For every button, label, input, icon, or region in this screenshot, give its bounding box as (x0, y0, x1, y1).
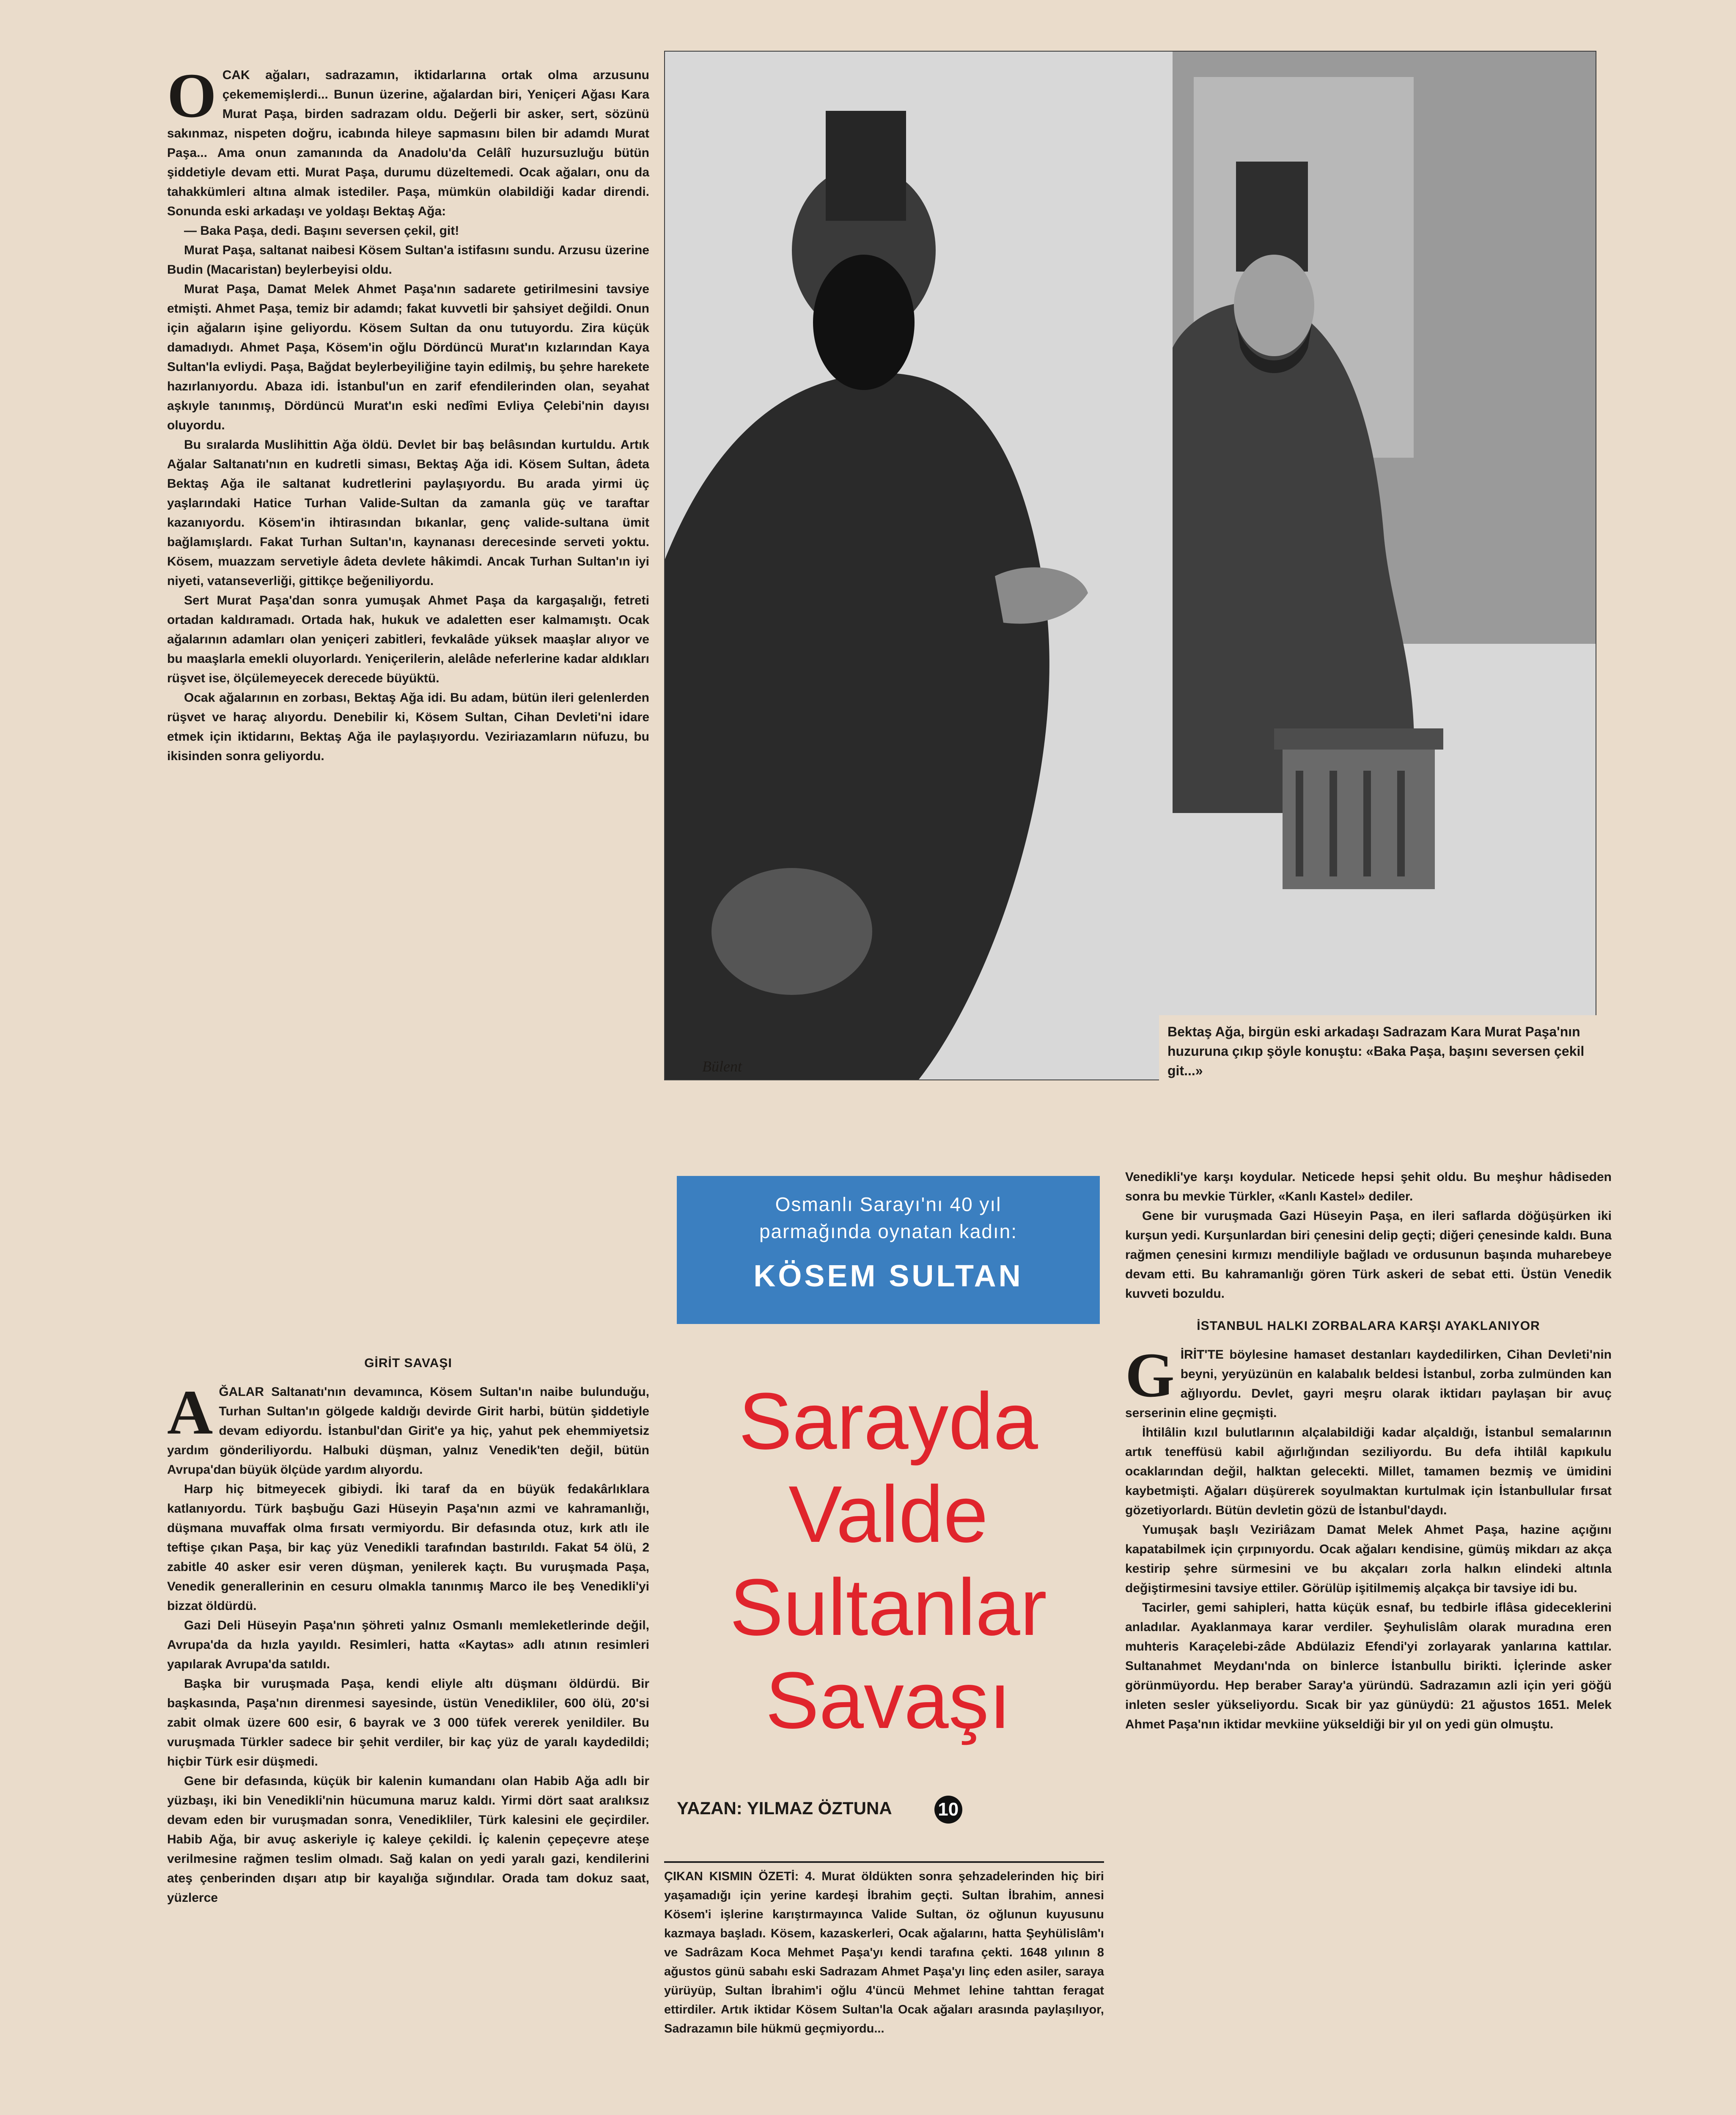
illustration-drawing (665, 52, 1596, 1079)
paragraph: Gene bir vuruşmada Gazi Hüseyin Paşa, en ileri saflarda döğüşürken iki kurşun yedi. Kurşunlardan biri çenesini delip geçti; diğeri çenesinde kaldı. Buna rağmen çenesini kırmızı mendiliyle bağladı ve ordusunun başında muharebeye devam etti. Bu kahramanlığı gören Türk askeri de sebat etti. Üstün Venedik kuvveti bozuldu. (1125, 1209, 1612, 1301)
subheading-girit: GİRİT SAVAŞI (364, 1356, 452, 1370)
summary-text: 4. Murat öldükten sonra şehzadelerinden hiç biri yaşamadığı için yerine kardeşi İbrahim geçti. Sultan İbrahim, annesi Kösem'i işlerine karıştırmayınca Valide Sultan, öz oğlunun kuyusunu kazmaya başladı. Kösem, kazaskerleri, Ocak ağalarını, hatta Şeyhülislâm'ı ve Sadrâzam Koca Mehmet Paşa'yı kendi tarafına çekti. 1648 yılının 8 ağustos günü sabahı eski Sadrazam Ahmet Paşa'yı linç eden asiler, saraya yürüyüp, Sultan İbrahim'i oğlu 4'üncü Mehmet lehine tahttan feragat ettirdiler. Artık iktidar Kösem Sultan'la Ocak ağaları arasında paylaşılıyor, Sadrazamın bile hükmü geçmiyordu... (664, 1870, 1104, 2035)
article-column-3 (1125, 1167, 1612, 1734)
paragraph: Yumuşak başlı Veziriâzam Damat Melek Ahmet Paşa, hazine açığını kapatabilmek için çırpınıyordu. Ocak ağaları kendisine, gümüş mikdarı az akça kestirip şehre sürmesini ve bu akçaları zorla halkın elindeki altınla değiştirmesini tavsiye ettiler. Görülüp işitilmemiş alçakça bir tavsiye idi bu. (1125, 1523, 1612, 1595)
artist-signature: Bülent (702, 1058, 742, 1075)
paragraph: İhtilâlin kızıl bulutlarının alçalabildiği kadar alçaldığı, İstanbul semalarının artık teneffüsü kabil ağırlığından seziliyordu. Bu defa ihtilâl kapıkulu ocaklarından değil, halktan gelecekti. Millet, tamamen bezmiş ve ümidini kaybetmişti. Ağaları düşürerek soyulmaktan kurtulmak için İstanbullular fırsat gözetiyorlardı. Bütün devletin gözü de İstanbul'daydı. (1125, 1426, 1612, 1517)
paragraph: ĞALAR Saltanatı'nın devamınca, Kösem Sultan'ın naibe bulunduğu, Turhan Sultan'ın gölgede kaldığı devirde Girit harbi, bütün şiddetiyle devam ediyordu. İstanbul'dan Girit'e ya hiç, yahut pek ehemmiyetsiz yardım gönderiliyordu. Halbuki düşman, yalnız Venedik'ten değil, bütün Avrupa'dan büyük ölçüde yardım alıyordu. (167, 1385, 649, 1477)
paragraph: CAK ağaları, sadrazamın, iktidarlarına ortak olma arzusunu çekememişlerdi... Bunun üzerine, ağalardan biri, Yeniçeri Ağası Kara Murat Paşa, birden sadrazam oldu. Değerli bir asker, sert, sözünü sakınmaz, nispeten doğru, icabında hileye sapmasını bilen bir adamdı Murat Paşa... Ama onun zamanında da Anadolu'da Celâlî huzursuzluğu bütün şiddetiyle devam etti. Murat Paşa, durumu düzeltemedi. Ocak ağaları, onu da tahakkümleri altına almak istediler. Paşa, mümkün olabildiği kadar direndi. Sonunda eski arkadaşı ve yoldaşı Bektaş Ağa: (167, 68, 649, 218)
paragraph: Ocak ağalarının en zorbası, Bektaş Ağa idi. Bu adam, bütün ileri gelenlerden rüşvet ve haraç alıyordu. Denebilir ki, Kösem Sultan, Cihan Devleti'ni idare etmek için iktidarını, Bektaş Ağa ile paylaşıyordu. Veziriazamların nüfuzu, bu ikisinden sonra geliyordu. (167, 691, 649, 763)
paragraph: Murat Paşa, Damat Melek Ahmet Paşa'nın sadarete getirilmesini tavsiye etmişti. Ahmet Paşa, temiz bir adamdı; fakat kuvvetli bir şahsiyet değildi. Onun için ağaların işine geliyordu. Kösem Sultan da onu tutuyordu. Zira küçük damadıydı. Ahmet Paşa, Kösem'in oğlu Dördüncü Murat'ın kızlarından Kaya Sultan'la evliydi. Paşa, Bağdat beylerbeyiliğine tayin edilmiş, bu şehre harekete hazırlanıyordu. Abaza idi. İstanbul'un en zarif efendilerinden olan, seyahat aşkıyle tanınmış, Dördüncü Murat'ın eski nedîmi Evliya Çelebi'nin dayısı oluyordu. (167, 282, 649, 432)
headline-line: Sarayda (739, 1376, 1038, 1466)
author-byline (677, 1796, 1100, 1824)
illustration-caption: Bektaş Ağa, birgün eski arkadaşı Sadrazam Kara Murat Paşa'nın huzuruna çıkıp şöyle konuştu: «Baka Paşa, başını seversen çekil git...» (1159, 1015, 1599, 1087)
drop-cap: O (167, 60, 217, 131)
banner-line-2: parmağında oynatan kadın: (759, 1220, 1018, 1242)
paragraph: Bu sıralarda Muslihittin Ağa öldü. Devlet bir baş belâsından kurtuldu. Artık Ağalar Saltanatı'nın en kudretli siması, Bektaş Ağa idi. Kösem Sultan, âdeta Bektaş Ağa ile saltanat kudretlerini paylaşıyordu. Bu arada yirmi üç yaşlarındaki Hatice Turhan Valide-Sultan da zamanla güç ve taraftar kazanıyordu. Kösem'in ihtirasından bıkanlar, genç valide-sultana ümit bağlamışlardı. Fakat Turhan Sultan'ın, kaynanası derecesinde serveti yoktu. Kösem, muazzam servetiyle âdeta devlete hâkimdi. Ancak Turhan Sultan'ın iyi niyeti, vatanseverliği, gittikçe beğeniliyordu. (167, 438, 649, 588)
paragraph: Gazi Deli Hüseyin Paşa'nın şöhreti yalnız Osmanlı memleketlerinde değil, Avrupa'da da hızla yayıldı. Resimleri, hatta «Kaytas» adlı atının resimleri yapılarak Avrupa'da satıldı. (167, 1618, 649, 1671)
summary-label: ÇIKAN KISMIN ÖZETİ: (664, 1870, 799, 1883)
paragraph: — Baka Paşa, dedi. Başını seversen çekil, git! (184, 224, 459, 238)
banner-line-1: Osmanlı Sarayı'nı 40 yıl (775, 1193, 1002, 1215)
headline-line: Sultanlar (730, 1563, 1047, 1652)
drop-cap: A (167, 1377, 213, 1448)
article-column-1-continued (167, 1341, 649, 1908)
banner-title: KÖSEM SULTAN (753, 1259, 1023, 1293)
paragraph: Gene bir defasında, küçük bir kalenin kumandanı olan Habib Ağa adlı bir yüzbaşı, iki bin Venedikli'nin hücumuna maruz kaldı. Yirmi dört saat aralıksız devam eden bir vuruşmadan sonra, Venedikliler, Türk kalesini ele geçirdiler. Habib Ağa, bir avuç askeriyle iç kaleye çekildi. İç kalenin çepeçevre ateşe verilmesine rağmen teslim olmadı. Sağ kalan on yedi yaralı gazi, kendilerini ateş çenberinden dışarı atıp bir kayalığa sığındılar. Orada tam dokuz saat, yüzlerce (167, 1774, 649, 1905)
paragraph: Murat Paşa, saltanat naibesi Kösem Sultan'a istifasını sundu. Arzusu üzerine Budin (Macaristan) beylerbeyisi oldu. (167, 243, 649, 277)
paragraph: Sert Murat Paşa'dan sonra yumuşak Ahmet Paşa da kargaşalığı, fetreti ortadan kaldıramadı. Ortada hak, hukuk ve adaletten eser kalmamıştı. Ocak ağalarının adamları olan yeniçeri zabitleri, fevkalâde yüksek maaşlar alıyor ve bu maaşlarla emekli oluyorlardı. Yeniçerilerin, alelâde neferlerine kadar aldıkları rüşvet ise, ölçülemeyecek derecede büyüktü. (167, 593, 649, 685)
series-banner (677, 1176, 1100, 1324)
paragraph: Tacirler, gemi sahipleri, hatta küçük esnaf, bu tedbirle iflâsa gideceklerini anladılar. Ayaklanmaya karar verdiler. Şeyhulislâm olarak muradına eren muhteris Karaçelebi-zâde Abdülaziz Efendi'yi zorlayarak yanlarına kattılar. Sultanahmet Meydanı'nda on binlerce İstanbullu birikti. İçlerinde asker görünmüyordu. Hep beraber Saray'a yüründü. Sadrazamın azli için yeri göğü inleten sesler yükseliyordu. Sıcak bir yaz günüydü: 21 ağustos 1651. Melek Ahmet Paşa'nın iktidar mevkiine yükseldiği bir yıl on yedi gün olmuştu. (1125, 1601, 1612, 1731)
previous-summary (664, 1861, 1104, 2038)
paragraph: Harp hiç bitmeyecek gibiydi. İki taraf da en büyük fedakârlıklara katlanıyordu. Türk başbuğu Gazi Hüseyin Paşa'nın azmi ve kahramanlığı, düşmana muvaffak olma fırsatı vermiyordu. Bir defasında otuz, kırk atlı ile teftişe çıkan Paşa, bir kaç yüz Venedikli tarafından bastırıldı. Fakat 54 ölü, 2 zabitle 40 asker esir veren düşman, yenilerek kaçtı. Bu vuruşmada Paşa, Venedik generallerinin en cesuru olmakla tanınmış Marco ile beş Venedikli'yi bizzat öldürdü. (167, 1482, 649, 1613)
illustration (664, 51, 1596, 1080)
headline-line: Valde (788, 1470, 988, 1559)
author-name: YAZAN: YILMAZ ÖZTUNA (677, 1798, 892, 1818)
article-column-1 (167, 60, 649, 766)
subheading-istanbul: İSTANBUL HALKI ZORBALARA KARŞI AYAKLANIYOR (1197, 1319, 1540, 1333)
headline-line: Savaşı (765, 1656, 1011, 1745)
issue-number-badge: 10 (934, 1796, 962, 1824)
paragraph: Venedikli'ye karşı koydular. Neticede hepsi şehit oldu. Bu meşhur hâdiseden sonra bu mevkie Türkler, «Kanlı Kastel» dediler. (1125, 1170, 1612, 1203)
headline (677, 1375, 1100, 1747)
paragraph: İRİT'TE böylesine hamaset destanları kaydedilirken, Cihan Devleti'nin beyni, yeryüzünün en kalabalık beldesi İstanbul, zorba zulmünden kan ağlıyordu. Devlet, gayri meşru olarak iktidarı paylaşan bir avuç serserinin eline geçmişti. (1125, 1348, 1612, 1420)
paragraph: Başka bir vuruşmada Paşa, kendi eliyle altı düşmanı öldürdü. Bir başkasında, Paşa'nın direnmesi sayesinde, üstün Venedikliler, 600 ölü, 20'si zabit olmak üzere 600 esir, 6 bayrak ve 3 000 tüfek vererek yenildiler. Bu vuruşmada Türkler sadece bir şehit verdiler, bir kaç yüz de yaralı kaydedildi; hiçbir Türk esir düşmedi. (167, 1677, 649, 1769)
drop-cap: G (1125, 1340, 1175, 1410)
